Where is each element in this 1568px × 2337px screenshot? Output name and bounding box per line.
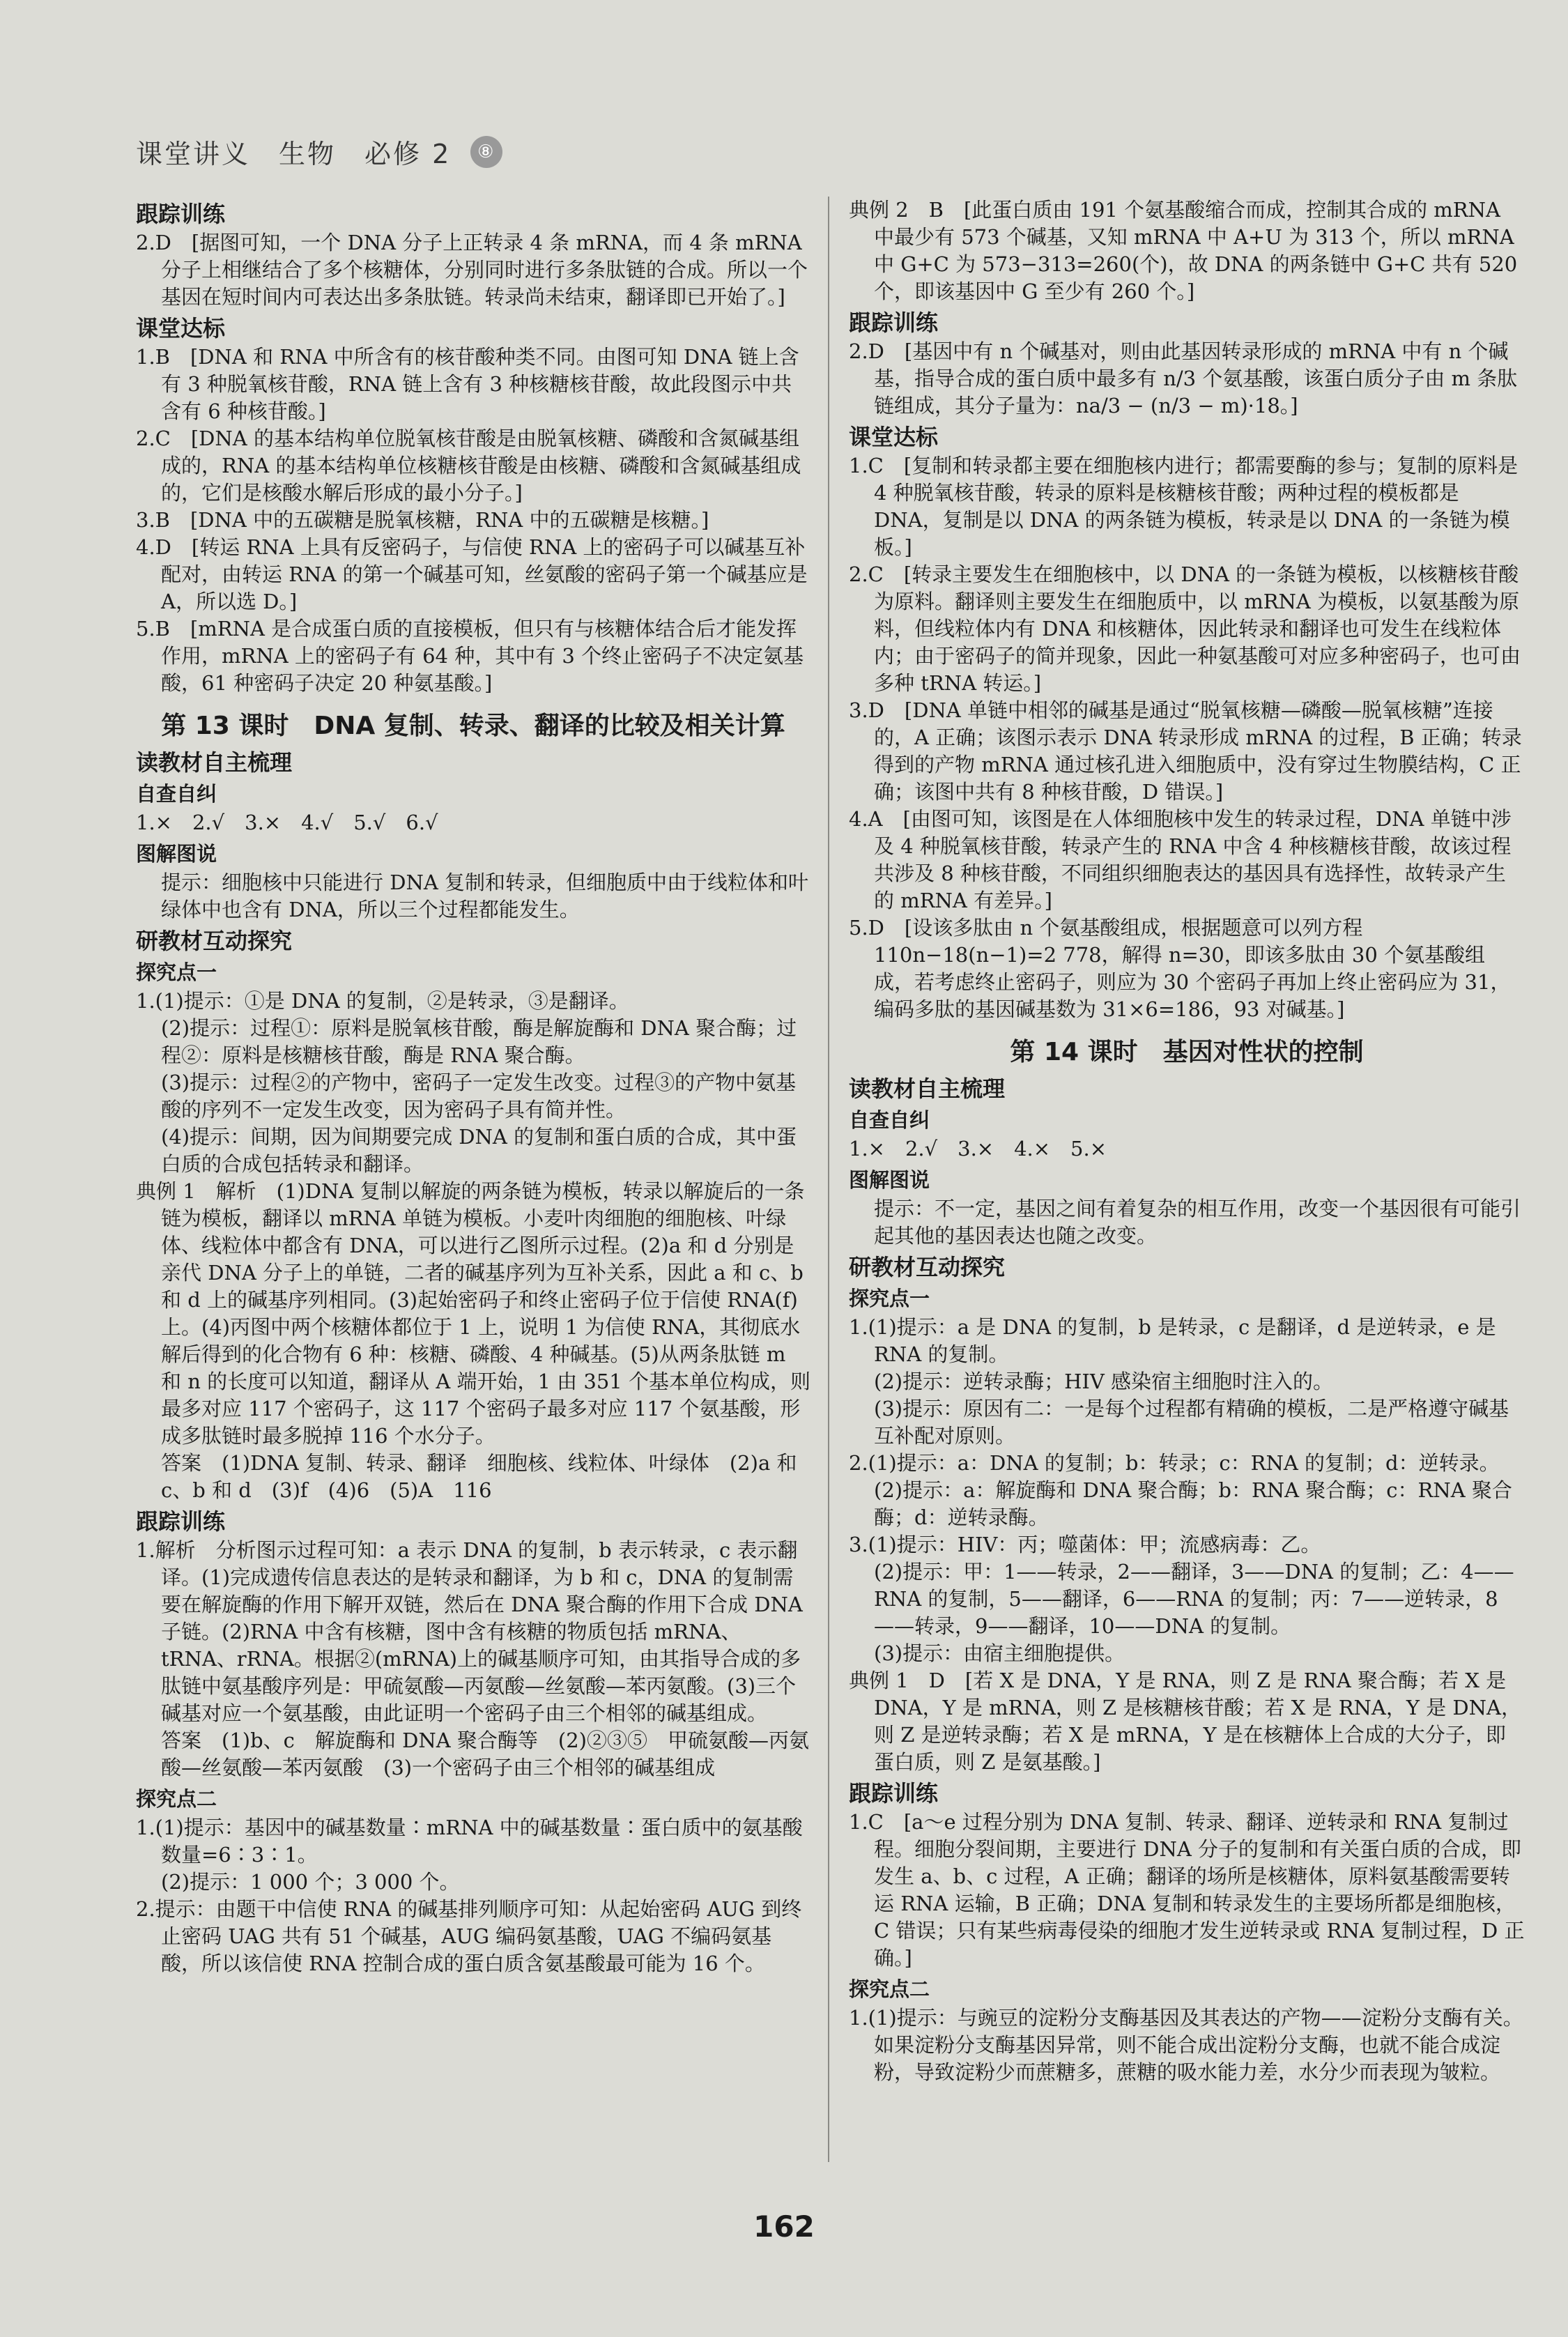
section-heading: 课堂达标 [849,424,939,450]
answer-paragraph: 提示：细胞核中只能进行 DNA 复制和转录，但细胞质中由于线粒体和叶绿体中也含有 DNA，所以三个过程都能发生。 [161,871,809,921]
answer-paragraph: (2)提示：逆转录酶；HIV 感染宿主细胞时注入的。 [874,1370,1333,1393]
section-heading: 跟踪训练 [849,309,939,336]
edition-badge-icon: ⑧ [470,136,502,168]
section-heading: 研教材互动探究 [849,1254,1006,1280]
answer-paragraph: (3)提示：由宿主细胞提供。 [874,1641,1125,1665]
answer-paragraph: 5.D [设该多肽由 n 个氨基酸组成，根据题意可以列方程 110n−18(n−1)=2 778，解得 n=30，即该多肽由 30 个氨基酸组成，若考虑终止密码子，则应为 30 个密码子再加上终止密码应为 31，编码多肽的基因碱基数为 31×6=186，93 对碱基。] [849,916,1511,1021]
answer-paragraph: (3)提示：原因有二：一是每个过程都有精确的模板，二是严格遵守碱基互补配对原则。 [874,1397,1509,1448]
answer-paragraph: 3.D [DNA 单链中相邻的碱基是通过“脱氧核糖—磷酸—脱氧核糖”连接的，A 正确；该图示表示 DNA 转录形成 mRNA 的过程，B 正确；转录得到的产物 mRNA 通过核孔进入细胞质中，没有穿过生物膜结构，C 正确；该图中共有 8 种核苷酸，D 错误。] [849,698,1522,804]
column-divider [828,197,829,2162]
subsection-heading: 探究点一 [849,1287,930,1310]
answer-paragraph: 典例 1 D [若 X 是 DNA，Y 是 RNA，则 Z 是 RNA 聚合酶；若 X 是 DNA，Y 是 mRNA，则 Z 是核糖核苷酸；若 X 是 RNA，Y 是 DNA，则 Z 是逆转录酶；若 X 是 mRNA，Y 是在核糖体上合成的大分子，即蛋白质，则 Z 是氨基酸。] [849,1669,1521,1774]
section-heading: 跟踪训练 [849,1780,939,1807]
right-column [849,197,1525,2156]
answer-paragraph: 1.(1)提示：基因中的碱基数量∶mRNA 中的碱基数量∶蛋白质中的氨基酸数量=6∶3∶1。 [136,1816,803,1867]
answer-paragraph: (4)提示：间期，因为间期要完成 DNA 的复制和蛋白质的合成，其中蛋白质的合成包括转录和翻译。 [161,1125,797,1176]
answer-paragraph: 提示：不一定，基因之间有着复杂的相互作用，改变一个基因很有可能引起其他的基因表达也随之改变。 [874,1197,1521,1248]
subsection-heading: 探究点一 [136,960,217,984]
answer-paragraph: (2)提示：甲：1——转录，2——翻译，3——DNA 的复制；乙：4——RNA 的复制，5——翻译，6——RNA 的复制；丙：7——逆转录，8——转录，9——翻译，10——DNA 的复制。 [874,1560,1514,1638]
answer-paragraph: 1.解析 分析图示过程可知：a 表示 DNA 的复制，b 表示转录，c 表示翻译。(1)完成遗传信息表达的是转录和翻译，为 b 和 c，DNA 的复制需要在解旋酶的作用下解开双链，然后在 DNA 聚合酶的作用下合成 DNA 子链。(2)RNA 中含有核糖，图中含有核糖的物质包括 mRNA、tRNA、rRNA。根据②(mRNA)上的碱基顺序可知，由其指导合成的多肽链中氨基酸序列是：甲硫氨酸—丙氨酸—丝氨酸—苯丙氨酸。(3)三个碱基对应一个氨基酸，由此证明一个密码子由三个相邻的碱基组成。 [136,1538,803,1725]
answer-paragraph: 1.C [a～e 过程分别为 DNA 复制、转录、翻译、逆转录和 RNA 复制过程。细胞分裂间期，主要进行 DNA 分子的复制和有关蛋白质的合成，即发生 a、b、c 过程，A 正确；翻译的场所是核糖体，原料氨基酸需要转运 RNA 运输，B 正确；DNA 复制和转录发生的主要场所都是细胞核，C 错误；只有某些病毒侵染的细胞才发生逆转录或 RNA 复制过程，D 正确。] [849,1810,1525,1970]
answer-paragraph: 1.× 2.√ 3.× 4.√ 5.√ 6.√ [136,811,438,834]
answer-paragraph: 1.B [DNA 和 RNA 中所含有的核苷酸种类不同。由图可知 DNA 链上含有 3 种脱氧核苷酸，RNA 链上含有 3 种核糖核苷酸，故此段图示中共含有 6 种核苷酸。] [136,345,799,423]
section-heading: 课堂达标 [136,315,226,342]
subsection-heading: 自查自纠 [136,782,217,806]
answer-paragraph: 2.C [DNA 的基本结构单位脱氧核苷酸是由脱氧核糖、磷酸和含氮碱基组成的，RNA 的基本结构单位核糖核苷酸是由核糖、磷酸和含氮碱基组成的，它们是核酸水解后形成的最小分子。] [136,427,801,505]
section-heading: 跟踪训练 [136,1508,226,1535]
answer-paragraph: 答案 (1)b、c 解旋酶和 DNA 聚合酶等 (2)②③⑤ 甲硫氨酸—丙氨酸—丝氨酸—苯丙氨酸 (3)一个密码子由三个相邻的碱基组成 [161,1729,809,1779]
header-title: 课堂讲义 生物 必修 2 [136,139,452,169]
answer-paragraph: (2)提示：a：解旋酶和 DNA 聚合酶；b：RNA 聚合酶；c：RNA 聚合酶；d：逆转录酶。 [874,1478,1512,1529]
lesson-title: 第 14 课时 基因对性状的控制 [1010,1038,1364,1066]
answer-paragraph: 2.C [转录主要发生在细胞核中，以 DNA 的一条链为模板，以核糖核苷酸为原料。翻译则主要发生在细胞质中，以 mRNA 为模板，以氨基酸为原料，但线粒体内有 DNA 和核糖体，因此转录和翻译也可发生在线粒体内；由于密码子的简并现象，因此一种氨基酸可对应多种密码子，也可由多种 tRNA 转运。] [849,562,1521,695]
answer-paragraph: 5.B [mRNA 是合成蛋白质的直接模板，但只有与核糖体结合后才能发挥作用，mRNA 上的密码子有 64 种，其中有 3 个终止密码子不决定氨基酸，61 种密码子决定 20 种氨基酸。] [136,617,804,695]
answer-paragraph: 典例 1 解析 (1)DNA 复制以解旋的两条链为模板，转录以解旋后的一条链为模板，翻译以 mRNA 单链为模板。小麦叶肉细胞的细胞核、叶绿体、线粒体中都含有 DNA，可以进行乙图所示过程。(2)a 和 d 分别是亲代 DNA 分子上的单链，二者的碱基序列为互补关系，因此 a 和 c、b 和 d 上的碱基序列相同。(3)起始密码子和终止密码子位于信使 RNA(f)上。(4)丙图中两个核糖体都位于 1 上，说明 1 为信使 RNA，其彻底水解后得到的化合物有 6 种：核糖、磷酸、4 种碱基。(5)从两条肽链 m 和 n 的长度可以知道，翻译从 A 端开始，1 由 351 个基本单位构成，则最多对应 117 个密码子，这 117 个密码子最多对应 117 个氨基酸，形成多肽链时最多脱掉 116 个水分子。 [136,1179,810,1448]
answer-paragraph: 1.(1)提示：与豌豆的淀粉分支酶基因及其表达的产物——淀粉分支酶有关。如果淀粉分支酶基因异常，则不能合成出淀粉分支酶，也就不能合成淀粉，导致淀粉少而蔗糖多，蔗糖的吸水能力差，水分少而表现为皱粒。 [849,2006,1523,2084]
answer-paragraph: 4.D [转运 RNA 上具有反密码子，与信使 RNA 上的密码子可以碱基互补配对，由转运 RNA 的第一个碱基可知，丝氨酸的密码子第一个碱基应是 A，所以选 D。] [136,535,808,613]
section-heading: 研教材互动探究 [136,928,293,954]
answer-paragraph: (3)提示：过程②的产物中，密码子一定发生改变。过程③的产物中氨基酸的序列不一定发生改变，因为密码子具有简并性。 [161,1071,797,1121]
answer-paragraph: 1.(1)提示：①是 DNA 的复制，②是转录，③是翻译。 [136,989,629,1013]
answer-paragraph: 1.(1)提示：a 是 DNA 的复制，b 是转录，c 是翻译，d 是逆转录，e 是 RNA 的复制。 [849,1315,1496,1366]
section-heading: 读教材自主梳理 [136,749,293,776]
subsection-heading: 图解图说 [849,1168,930,1192]
answer-paragraph: 1.× 2.√ 3.× 4.× 5.× [849,1137,1107,1160]
answer-paragraph: 2.D [基因中有 n 个碱基对，则由此基因转录形成的 mRNA 中有 n 个碱基，指导合成的蛋白质中最多有 n/3 个氨基酸，该蛋白质分子由 m 条肽链组成，其分子量为：na/3 − (n/3 − m)·18。] [849,339,1518,417]
answer-paragraph: 典例 2 B [此蛋白质由 191 个氨基酸缩合而成，控制其合成的 mRNA 中最少有 573 个碱基，又知 mRNA 中 A+U 为 313 个，所以 mRNA 中 G+C 为 573−313=260(个)，故 DNA 的两条链中 G+C 共有 520 个，即该基因中 G 至少有 260 个。] [849,198,1518,303]
answer-paragraph: 1.C [复制和转录都主要在细胞核内进行；都需要酶的参与；复制的原料是 4 种脱氧核苷酸，转录的原料是核糖核苷酸；两种过程的模板都是 DNA，复制是以 DNA 的两条链为模板，转录是以 DNA 的一条链为模板。] [849,454,1519,559]
lesson-title: 第 13 课时 DNA 复制、转录、翻译的比较及相关计算 [161,712,785,740]
left-column [136,197,810,2156]
subsection-heading: 探究点二 [849,1977,930,2001]
answer-paragraph: (2)提示：1 000 个；3 000 个。 [161,1870,460,1894]
answer-paragraph: 答案 (1)DNA 复制、转录、翻译 细胞核、线粒体、叶绿体 (2)a 和 c、b 和 d (3)f (4)6 (5)A 116 [161,1451,797,1502]
subsection-heading: 自查自纠 [849,1108,930,1132]
answer-paragraph: 2.D [据图可知，一个 DNA 分子上正转录 4 条 mRNA，而 4 条 mRNA 分子上相继结合了多个核糖体，分别同时进行多条肽链的合成。所以一个基因在短时间内可表达出多条肽链。转录尚未结束，翻译即已开始了。] [136,231,808,309]
answer-paragraph: 3.(1)提示：HIV：丙；噬菌体：甲；流感病毒：乙。 [849,1533,1321,1556]
subsection-heading: 图解图说 [136,842,217,866]
running-header [136,132,502,171]
subsection-heading: 探究点二 [136,1787,217,1811]
answer-paragraph: 2.提示：由题干中信使 RNA 的碱基排列顺序可知：从起始密码 AUG 到终止密码 UAG 共有 51 个碱基，AUG 编码氨基酸，UAG 不编码氨基酸，所以该信使 RNA 控制合成的蛋白质含氨基酸最可能为 16 个。 [136,1897,802,1975]
answer-paragraph: (2)提示：过程①：原料是脱氧核苷酸，酶是解旋酶和 DNA 聚合酶；过程②：原料是核糖核苷酸，酶是 RNA 聚合酶。 [161,1016,797,1067]
section-heading: 跟踪训练 [136,201,226,227]
answer-paragraph: 4.A [由图可知，该图是在人体细胞核中发生的转录过程，DNA 单链中涉及 4 种脱氧核苷酸，转录产生的 RNA 中含 4 种核糖核苷酸，故该过程共涉及 8 种核苷酸，不同组织细胞表达的基因具有选择性，故转录产生的 mRNA 有差异。] [849,807,1512,912]
page-number: 162 [753,2209,815,2244]
section-heading: 读教材自主梳理 [849,1075,1006,1102]
answer-paragraph: 3.B [DNA 中的五碳糖是脱氧核糖，RNA 中的五碳糖是核糖。] [136,508,709,532]
answer-paragraph: 2.(1)提示：a：DNA 的复制；b：转录；c：RNA 的复制；d：逆转录。 [849,1451,1500,1475]
